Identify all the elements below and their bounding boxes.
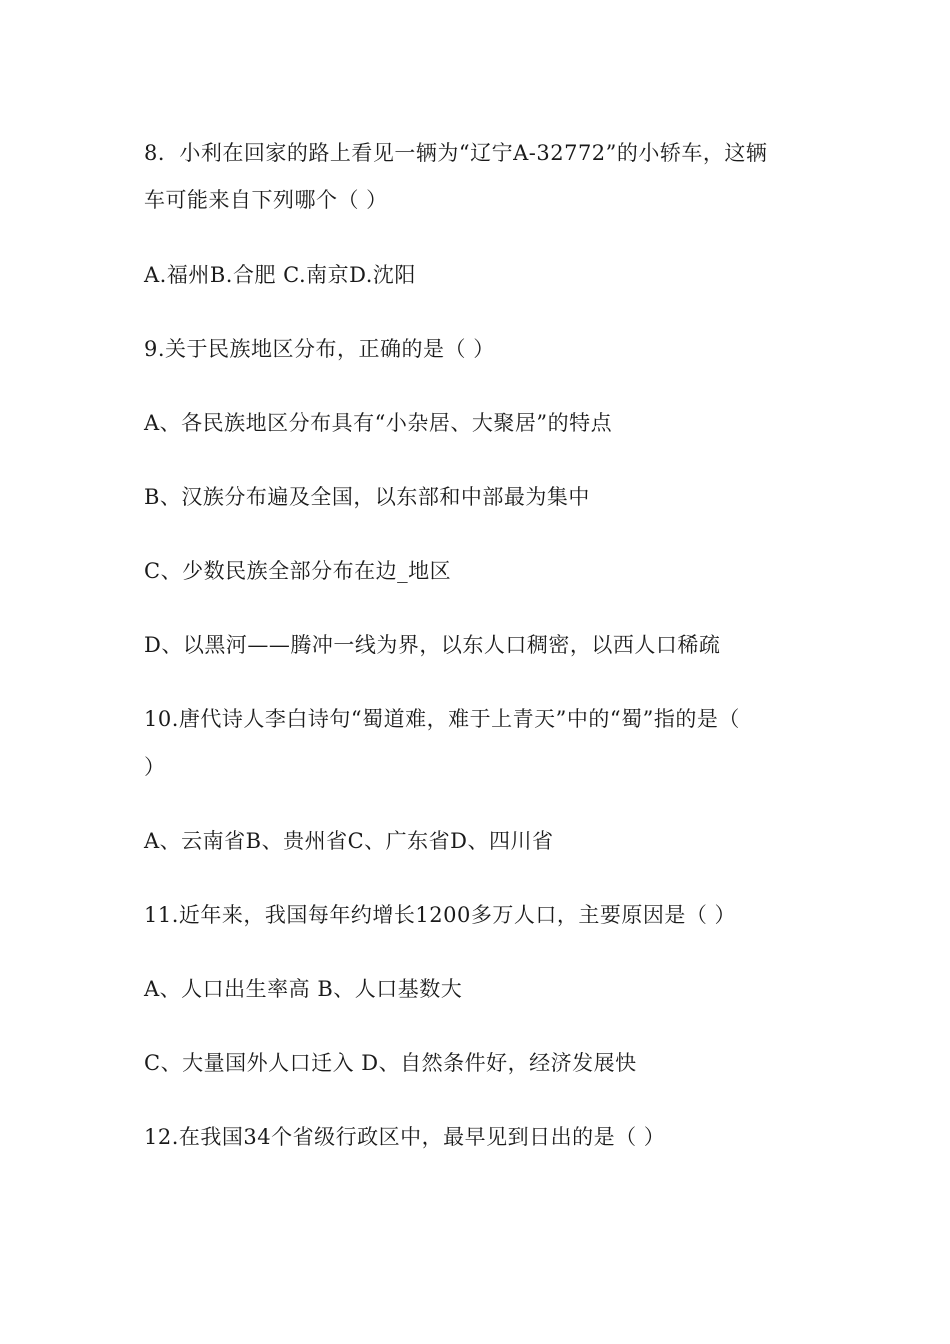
question-8-stem-line-1: 8．小利在回家的路上看见一辆为“辽宁A-32772”的小轿车，这辆	[144, 141, 768, 165]
question-9-option-c: C、少数民族全部分布在边_地区	[144, 559, 452, 583]
question-10-stem-line-1: 10.唐代诗人李白诗句“蜀道难，难于上青天”中的“蜀”指的是（	[144, 707, 740, 731]
question-11-options-cd: C、大量国外人口迁入 D、自然条件好，经济发展快	[144, 1051, 637, 1075]
question-9-option-b: B、汉族分布遍及全国，以东部和中部最为集中	[144, 485, 590, 509]
question-11-stem: 11.近年来，我国每年约增长1200多万人口，主要原因是（ ）	[144, 903, 737, 927]
question-9-option-d: D、以黑河——腾冲一线为界，以东人口稠密，以西人口稀疏	[144, 633, 721, 657]
question-8-options: A.福州B.合肥 C.南京D.沈阳	[144, 263, 416, 287]
question-10-stem-line-2: ）	[144, 755, 166, 779]
question-11-options-ab: A、人口出生率高 B、人口基数大	[144, 977, 463, 1001]
question-8-stem-line-2: 车可能来自下列哪个（ ）	[144, 188, 388, 212]
question-9-stem: 9.关于民族地区分布，正确的是（ ）	[144, 337, 495, 361]
question-12-stem: 12.在我国34个省级行政区中，最早见到日出的是（ ）	[144, 1125, 666, 1149]
question-10-options: A、云南省B、贵州省C、广东省D、四川省	[144, 829, 554, 853]
question-9-option-a: A、各民族地区分布具有“小杂居、大聚居”的特点	[144, 411, 613, 435]
